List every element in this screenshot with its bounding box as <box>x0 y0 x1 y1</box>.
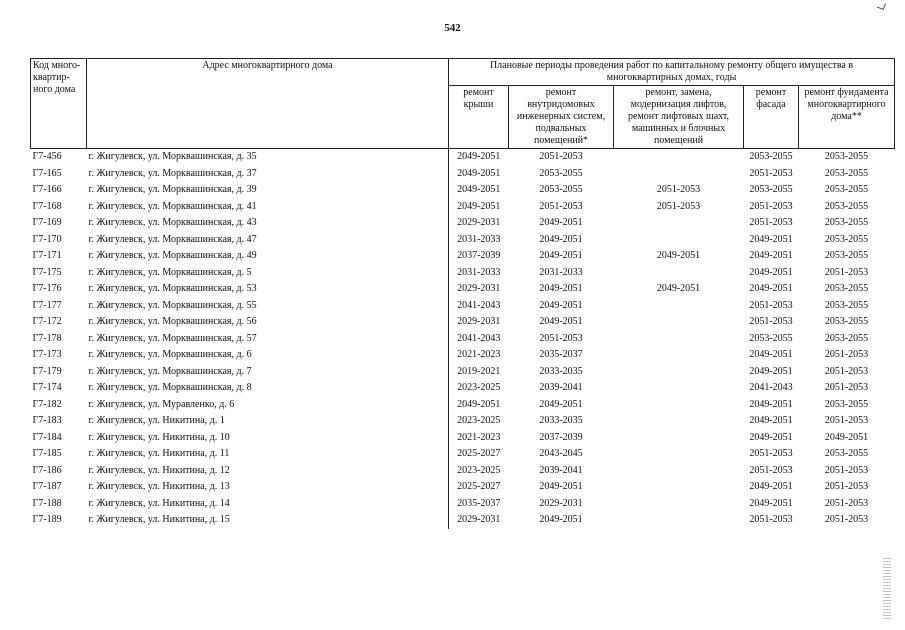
cell-foundation: 2053-2055 <box>824 332 869 344</box>
cell-code: Г7-187 <box>32 481 62 493</box>
cell-facade: 2049-2051 <box>749 481 793 493</box>
cell-facade: 2049-2051 <box>749 415 793 427</box>
table-row <box>31 265 895 282</box>
cell-code: Г7-165 <box>32 167 62 179</box>
header-code <box>31 59 87 149</box>
cell-roof: 2035-2037 <box>449 496 509 513</box>
cell-facade: 2051-2053 <box>749 448 793 460</box>
cell-engineering: 2051-2053 <box>539 151 583 163</box>
table-row <box>31 248 895 265</box>
header-code-label: Код много- квартир- ного дома <box>33 60 81 95</box>
cell-facade: 2051-2053 <box>749 200 793 212</box>
cell-facade: 2049-2051 <box>749 497 793 509</box>
cell-engineering: 2049-2051 <box>539 233 583 245</box>
cell-facade: 2051-2053 <box>749 299 793 311</box>
cell-lifts: 2049-2051 <box>656 283 701 295</box>
table-row <box>31 397 895 414</box>
cell-roof: 2049-2051 <box>449 166 509 183</box>
cell-facade: 2049-2051 <box>749 233 793 245</box>
cell-lifts <box>614 265 744 282</box>
header-roof: ремонт крыши <box>449 86 509 149</box>
cell-roof: 2029-2031 <box>449 512 509 529</box>
cell-roof: 2031-2033 <box>449 232 509 249</box>
cell-roof: 2029-2031 <box>449 215 509 232</box>
table-row <box>31 430 895 447</box>
cell-code: Г7-176 <box>32 283 62 295</box>
table-row <box>31 380 895 397</box>
cell-foundation: 2049-2051 <box>824 431 869 443</box>
cell-engineering: 2037-2039 <box>539 431 583 443</box>
cell-facade: 2051-2053 <box>749 316 793 328</box>
cell-engineering: 2029-2031 <box>539 497 583 509</box>
cell-foundation: 2051-2053 <box>824 266 869 278</box>
header-foundation: ремонт фундамента многоквартирного дома** <box>799 86 895 149</box>
cell-roof: 2025-2027 <box>449 446 509 463</box>
cell-foundation: 2051-2053 <box>824 497 869 509</box>
cell-address: г. Жигулевск, ул. Морквашинская, д. 37 <box>88 167 257 179</box>
cell-address: г. Жигулевск, ул. Морквашинская, д. 8 <box>88 382 252 394</box>
cell-code: Г7-188 <box>32 497 62 509</box>
cell-address: г. Жигулевск, ул. Морквашинская, д. 56 <box>88 316 257 328</box>
table-row <box>31 446 895 463</box>
cell-engineering: 2033-2035 <box>539 415 583 427</box>
cell-foundation: 2051-2053 <box>824 514 869 526</box>
table-row <box>31 166 895 183</box>
cell-engineering: 2049-2051 <box>539 316 583 328</box>
cell-foundation: 2053-2055 <box>824 316 869 328</box>
cell-engineering: 2033-2035 <box>539 365 583 377</box>
page-number: 542 <box>444 22 461 34</box>
cell-lifts: 2051-2053 <box>656 184 701 196</box>
table-row <box>31 463 895 480</box>
cell-address: г. Жигулевск, ул. Никитина, д. 13 <box>88 481 230 493</box>
cell-facade: 2049-2051 <box>749 365 793 377</box>
cell-engineering: 2035-2037 <box>539 349 583 361</box>
cell-address: г. Жигулевск, ул. Морквашинская, д. 6 <box>88 349 252 361</box>
cell-foundation: 2053-2055 <box>824 233 869 245</box>
cell-code: Г7-168 <box>32 200 62 212</box>
cell-roof: 2037-2039 <box>449 248 509 265</box>
cell-facade: 2049-2051 <box>749 283 793 295</box>
cell-facade: 2053-2055 <box>749 151 793 163</box>
cell-lifts: 2051-2053 <box>656 200 701 212</box>
cell-lifts <box>614 232 744 249</box>
cell-code: Г7-174 <box>32 382 62 394</box>
cell-address: г. Жигулевск, ул. Морквашинская, д. 41 <box>88 200 257 212</box>
cell-engineering: 2049-2051 <box>539 514 583 526</box>
cell-foundation: 2053-2055 <box>824 283 869 295</box>
cell-foundation: 2053-2055 <box>824 167 869 179</box>
cell-foundation: 2051-2053 <box>824 365 869 377</box>
cell-address: г. Жигулевск, ул. Морквашинская, д. 47 <box>88 233 257 245</box>
cell-code: Г7-178 <box>32 332 62 344</box>
cell-lifts <box>614 380 744 397</box>
cell-address: г. Жигулевск, ул. Муравленко, д. 6 <box>88 398 235 410</box>
cell-lifts <box>614 397 744 414</box>
cell-address: г. Жигулевск, ул. Морквашинская, д. 53 <box>88 283 257 295</box>
cell-facade: 2041-2043 <box>749 382 793 394</box>
cell-address: г. Жигулевск, ул. Никитина, д. 14 <box>88 497 230 509</box>
cell-code: Г7-175 <box>32 266 62 278</box>
cell-address: г. Жигулевск, ул. Морквашинская, д. 35 <box>88 151 257 163</box>
cell-foundation: 2053-2055 <box>824 250 869 262</box>
cell-roof: 2025-2027 <box>449 479 509 496</box>
cell-roof: 2049-2051 <box>449 397 509 414</box>
cell-code: Г7-182 <box>32 398 62 410</box>
cell-code: Г7-183 <box>32 415 62 427</box>
table-row <box>31 512 895 529</box>
cell-roof: 2049-2051 <box>449 149 509 166</box>
cell-engineering: 2039-2041 <box>539 464 583 476</box>
cell-roof: 2029-2031 <box>449 281 509 298</box>
cell-foundation: 2051-2053 <box>824 349 869 361</box>
cell-lifts <box>614 331 744 348</box>
cell-roof: 2041-2043 <box>449 298 509 315</box>
cell-engineering: 2039-2041 <box>539 382 583 394</box>
cell-facade: 2051-2053 <box>749 217 793 229</box>
cell-roof: 2029-2031 <box>449 314 509 331</box>
cell-address: г. Жигулевск, ул. Морквашинская, д. 49 <box>88 250 257 262</box>
header-address: Адрес многоквартирного дома <box>87 59 449 149</box>
table-row <box>31 314 895 331</box>
cell-lifts <box>614 413 744 430</box>
cell-lifts <box>614 364 744 381</box>
cell-roof: 2019-2021 <box>449 364 509 381</box>
cell-engineering: 2049-2051 <box>539 250 583 262</box>
cell-facade: 2051-2053 <box>749 464 793 476</box>
cell-code: Г7-177 <box>32 299 62 311</box>
cell-facade: 2053-2055 <box>749 332 793 344</box>
cell-address: г. Жигулевск, ул. Морквашинская, д. 39 <box>88 184 257 196</box>
scan-artifact <box>883 558 891 620</box>
table-row <box>31 232 895 249</box>
cell-foundation: 2053-2055 <box>824 448 869 460</box>
cell-lifts <box>614 496 744 513</box>
scan-corner-mark <box>877 1 886 10</box>
cell-lifts <box>614 166 744 183</box>
cell-engineering: 2051-2053 <box>539 200 583 212</box>
cell-lifts <box>614 479 744 496</box>
table-row <box>31 298 895 315</box>
cell-code: Г7-189 <box>32 514 62 526</box>
table-row <box>31 281 895 298</box>
table-row <box>31 199 895 216</box>
cell-lifts <box>614 512 744 529</box>
cell-code: Г7-172 <box>32 316 62 328</box>
cell-facade: 2053-2055 <box>749 184 793 196</box>
cell-code: Г7-171 <box>32 250 62 262</box>
cell-roof: 2021-2023 <box>449 430 509 447</box>
cell-facade: 2051-2053 <box>749 514 793 526</box>
cell-lifts <box>614 463 744 480</box>
cell-engineering: 2051-2053 <box>539 332 583 344</box>
cell-roof: 2031-2033 <box>449 265 509 282</box>
cell-engineering: 2049-2051 <box>539 299 583 311</box>
cell-engineering: 2049-2051 <box>539 283 583 295</box>
cell-lifts <box>614 215 744 232</box>
cell-engineering: 2031-2033 <box>539 266 583 278</box>
cell-address: г. Жигулевск, ул. Никитина, д. 11 <box>88 448 230 460</box>
cell-foundation: 2053-2055 <box>824 398 869 410</box>
cell-lifts <box>614 446 744 463</box>
table-body <box>31 149 895 529</box>
cell-code: Г7-166 <box>32 184 62 196</box>
cell-engineering: 2049-2051 <box>539 217 583 229</box>
cell-lifts <box>614 347 744 364</box>
cell-roof: 2049-2051 <box>449 199 509 216</box>
cell-foundation: 2053-2055 <box>824 217 869 229</box>
cell-lifts <box>614 298 744 315</box>
cell-code: Г7-173 <box>32 349 62 361</box>
header-engineering: ремонт внутридомовых инженерных систем, подвальных помещений* <box>509 86 614 149</box>
cell-facade: 2049-2051 <box>749 349 793 361</box>
table-row <box>31 215 895 232</box>
header-periods-group: Плановые периоды проведения работ по капитальному ремонту общего имущества в многоквартирных домах, годы <box>449 59 895 86</box>
cell-facade: 2049-2051 <box>749 250 793 262</box>
cell-address: г. Жигулевск, ул. Никитина, д. 15 <box>88 514 230 526</box>
cell-roof: 2021-2023 <box>449 347 509 364</box>
cell-code: Г7-186 <box>32 464 62 476</box>
cell-engineering: 2053-2055 <box>539 184 583 196</box>
cell-roof: 2041-2043 <box>449 331 509 348</box>
cell-foundation: 2051-2053 <box>824 464 869 476</box>
cell-code: Г7-456 <box>32 151 62 163</box>
cell-code: Г7-169 <box>32 217 62 229</box>
header-facade: ремонт фасада <box>744 86 799 149</box>
cell-facade: 2049-2051 <box>749 398 793 410</box>
table-row <box>31 479 895 496</box>
cell-engineering: 2043-2045 <box>539 448 583 460</box>
cell-foundation: 2053-2055 <box>824 299 869 311</box>
cell-roof: 2049-2051 <box>449 182 509 199</box>
table-row <box>31 364 895 381</box>
cell-roof: 2023-2025 <box>449 380 509 397</box>
cell-address: г. Жигулевск, ул. Никитина, д. 10 <box>88 431 230 443</box>
cell-address: г. Жигулевск, ул. Никитина, д. 12 <box>88 464 230 476</box>
table-row <box>31 149 895 166</box>
table-header <box>31 59 895 149</box>
cell-code: Г7-184 <box>32 431 62 443</box>
cell-code: Г7-185 <box>32 448 62 460</box>
cell-address: г. Жигулевск, ул. Никитина, д. 1 <box>88 415 225 427</box>
cell-facade: 2049-2051 <box>749 431 793 443</box>
cell-address: г. Жигулевск, ул. Морквашинская, д. 55 <box>88 299 257 311</box>
cell-address: г. Жигулевск, ул. Морквашинская, д. 5 <box>88 266 252 278</box>
cell-engineering: 2049-2051 <box>539 481 583 493</box>
cell-lifts <box>614 430 744 447</box>
cell-code: Г7-170 <box>32 233 62 245</box>
cell-foundation: 2051-2053 <box>824 382 869 394</box>
cell-foundation: 2053-2055 <box>824 184 869 196</box>
cell-roof: 2023-2025 <box>449 413 509 430</box>
cell-engineering: 2053-2055 <box>539 167 583 179</box>
cell-lifts <box>614 149 744 166</box>
cell-facade: 2051-2053 <box>749 167 793 179</box>
cell-foundation: 2051-2053 <box>824 481 869 493</box>
header-row-top <box>31 59 895 86</box>
cell-facade: 2049-2051 <box>749 266 793 278</box>
table-row <box>31 413 895 430</box>
cell-code: Г7-179 <box>32 365 62 377</box>
table-row <box>31 331 895 348</box>
cell-lifts <box>614 314 744 331</box>
cell-address: г. Жигулевск, ул. Морквашинская, д. 43 <box>88 217 257 229</box>
repair-schedule-table <box>30 58 895 529</box>
cell-address: г. Жигулевск, ул. Морквашинская, д. 7 <box>88 365 252 377</box>
header-lifts: ремонт, замена, модернизация лифтов, ремонт лифтовых шахт, машинных и блочных помещений <box>614 86 744 149</box>
cell-lifts: 2049-2051 <box>656 250 701 262</box>
cell-engineering: 2049-2051 <box>539 398 583 410</box>
table-row <box>31 347 895 364</box>
cell-foundation: 2053-2055 <box>824 200 869 212</box>
table-row <box>31 182 895 199</box>
cell-foundation: 2053-2055 <box>824 151 869 163</box>
cell-roof: 2023-2025 <box>449 463 509 480</box>
table-row <box>31 496 895 513</box>
cell-foundation: 2051-2053 <box>824 415 869 427</box>
cell-address: г. Жигулевск, ул. Морквашинская, д. 57 <box>88 332 257 344</box>
